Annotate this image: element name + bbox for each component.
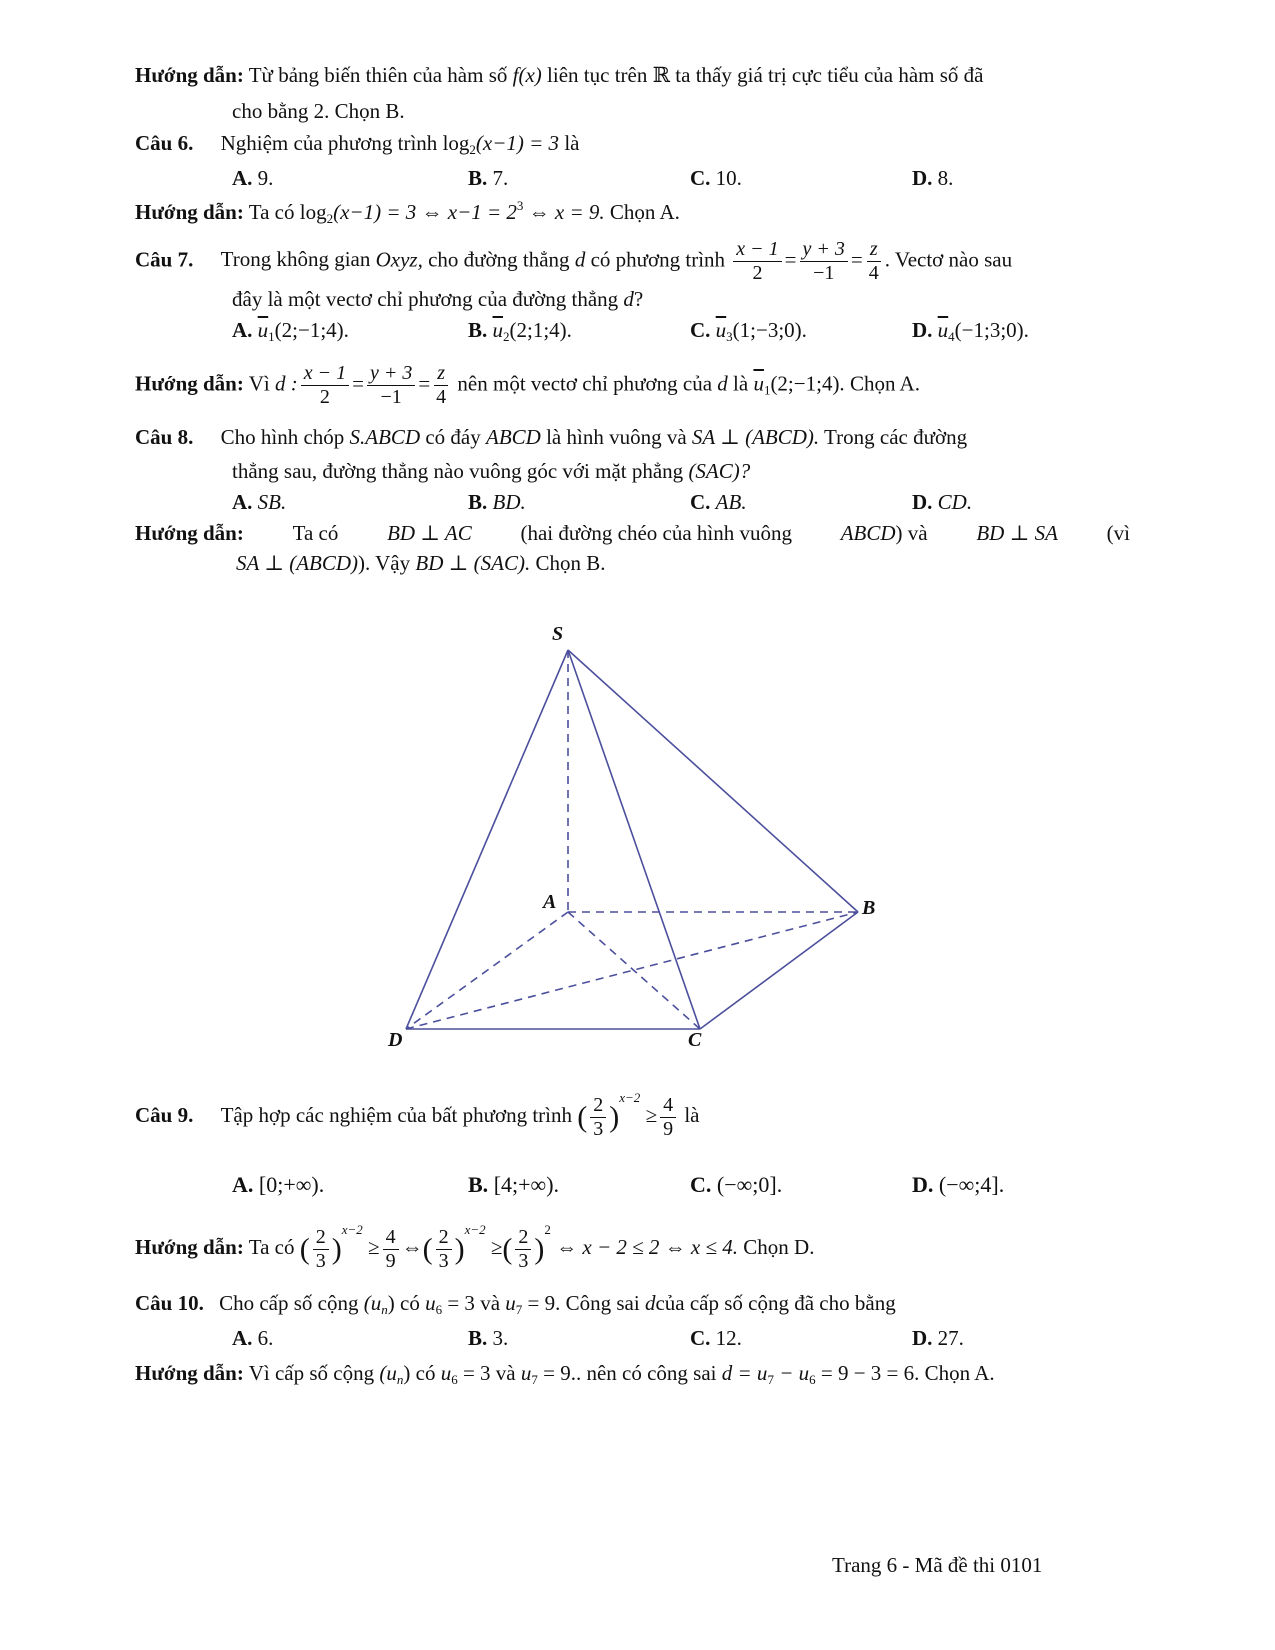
q7-frac-z: $\frac{z}{4}$	[868, 238, 879, 284]
q8-option-d: D. CD.	[912, 490, 973, 514]
q7-option-c: C. $\overline{u}_3(1;-3;0)$.	[690, 318, 807, 344]
q8-answer-line2: SA ⊥ (ABCD)). Vậy BD ⊥ (SAC). Chọn B.	[236, 551, 606, 575]
edge-db	[406, 912, 858, 1029]
q10-option-d: D. 27.	[912, 1326, 964, 1350]
q10-option-a: A. 6.	[232, 1326, 274, 1350]
q7-option-b: B. $\overline{u}_2(2;1;4)$.	[468, 318, 572, 344]
edge-sb	[568, 650, 858, 912]
q10-option-c: C. 12.	[690, 1326, 742, 1350]
q6-option-a: A. 9.	[232, 166, 274, 190]
edge-cb	[700, 912, 858, 1029]
q8-question-line2: thẳng sau, đường thẳng nào vuông góc với mặt phẳng (SAC)?	[232, 459, 751, 483]
q7-question: Câu 7. Trong không gian Oxyz, cho đường thẳng d có phương trình $\frac{x - 1}{2}$ = $\frac{y + 3}{-1}$ = $\frac{z}{4}$ . Vectơ nào sau	[135, 238, 1013, 284]
q7-frac-y: $\frac{y + 3}{-1}$	[800, 238, 848, 285]
q6-option-b: B. 7.	[468, 166, 509, 190]
q8-option-c: C. AB.	[690, 490, 747, 514]
vertex-label-s: S	[552, 623, 564, 645]
q7-question-line2: đây là một vectơ chỉ phương của đường thẳng d?	[232, 287, 644, 311]
q9-question: Câu 9. Tập hợp các nghiệm của bất phương trình ( $\frac{2}{3}$ )$^{x-2}$ ≥ $\frac{4}{9}$ là	[135, 1090, 700, 1140]
vertex-label-a: A	[543, 891, 557, 913]
q9-option-a: A. [0;+∞).	[232, 1172, 325, 1197]
q8-answer-line1: Hướng dẫn: Ta có BD ⊥ AC (hai đường chéo của hình vuông ABCD) và BD ⊥ SA (vì	[135, 521, 1130, 545]
q9-option-d: D. (−∞;4].	[912, 1172, 1005, 1197]
q6-option-d: D. 8.	[912, 166, 954, 190]
q9-label: Câu 9.	[135, 1103, 194, 1127]
q6-answer: Hướng dẫn: Ta có $\log_2(x-1) = 3$ ⇔ $x-1 = 2^3$ ⇔ x = 9. Chọn A.	[135, 198, 680, 226]
q9-option-c: C. (−∞;0].	[690, 1172, 783, 1197]
edge-sd	[406, 650, 568, 1029]
q8-label: Câu 8.	[135, 425, 194, 449]
q5-answer-line2: cho bằng 2. Chọn B.	[232, 99, 405, 123]
vertex-label-d: D	[388, 1029, 403, 1051]
q10-answer: Hướng dẫn: Vì cấp số cộng $(u_n)$ có $u_6 = 3$ và $u_7 = 9$.. nên có công sai $d = u_7 - u_6 = 9 - 3 = 6$. Chọn A.	[135, 1361, 995, 1387]
q6-question: Câu 6. Nghiệm của phương trình $\log_2(x-1) = 3$ là	[135, 131, 580, 157]
q10-option-b: B. 3.	[468, 1326, 509, 1350]
edge-sc	[568, 650, 700, 1029]
q7-option-d: D. $\overline{u}_4(-1;3;0)$.	[912, 318, 1029, 344]
q9-option-b: B. [4;+∞).	[468, 1172, 560, 1197]
q7-frac-x: $\frac{x - 1}{2}$	[733, 238, 781, 285]
q9-answer: Hướng dẫn: Ta có ( $\frac{2}{3}$ )$^{x-2}$ ≥ $\frac{4}{9}$ ⇔( $\frac{2}{3}$ )$^{x-2}$ ≥( $\frac{2}{3}$ )$^2$ ⇔ x − 2 ≤ 2 ⇔ x ≤ 4. Chọn D.	[135, 1222, 815, 1272]
page-footer: Trang 6 - Mã đề thi 0101	[832, 1553, 1043, 1577]
q5-answer-line1: Hướng dẫn: Từ bảng biến thiên của hàm số f(x) liên tục trên ℝ ta thấy giá trị cực tiểu của hàm số đã	[135, 63, 984, 87]
q6-option-c: C. 10.	[690, 166, 742, 190]
q8-option-b: B. BD.	[468, 490, 526, 514]
guide-label: Hướng dẫn:	[135, 63, 244, 87]
q8-option-a: A. SB.	[232, 490, 287, 514]
q8-question: Câu 8. Cho hình chóp S.ABCD có đáy ABCD là hình vuông và SA ⊥ (ABCD). Trong các đường	[135, 425, 968, 449]
q10-question: Câu 10. Cho cấp số cộng $(u_n)$ có $u_6 = 3$ và $u_7 = 9$. Công sai dcủa cấp số cộng đã cho bằng	[135, 1291, 896, 1317]
vertex-label-b: B	[862, 897, 876, 919]
pyramid-edges	[406, 650, 858, 1029]
q6-label: Câu 6.	[135, 131, 194, 155]
q7-option-a: A. $\overline{u}_1(2;-1;4)$.	[232, 318, 349, 344]
vertex-label-c: C	[688, 1029, 702, 1051]
q10-label: Câu 10.	[135, 1291, 204, 1315]
q7-answer: Hướng dẫn: Vì d : $\frac{x - 1}{2}$ = $\frac{y + 3}{-1}$ = $\frac{z}{4}$ nên một vectơ chỉ phương của d là $\overline{u}_1(2;-1;4)$. Chọn A.	[135, 362, 920, 408]
q7-label: Câu 7.	[135, 247, 194, 272]
